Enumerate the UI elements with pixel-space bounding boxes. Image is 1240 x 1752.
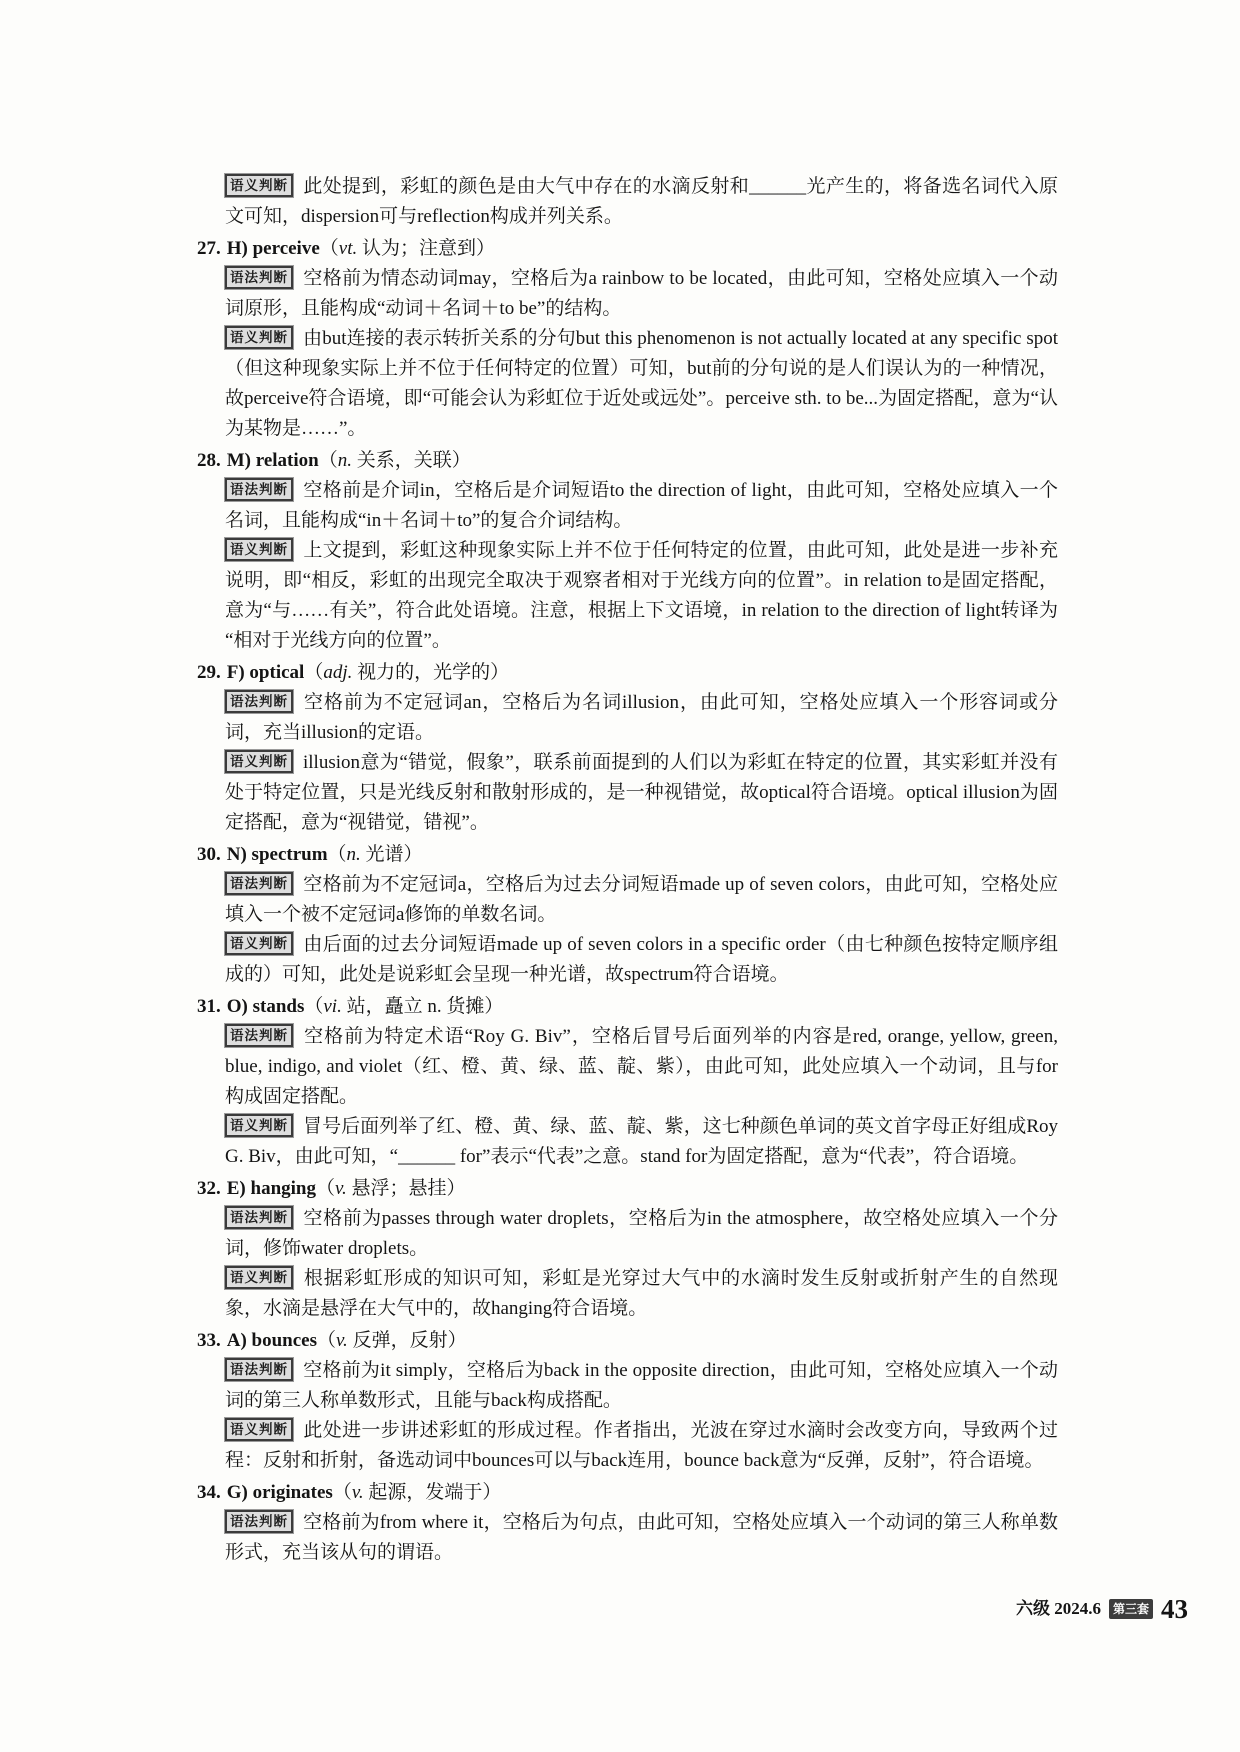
- paragraph-text: 冒号后面列举了红、橙、黄、绿、蓝、靛、紫，这七种颜色单词的英文首字母正好组成Roy G. Biv，由此可知，“______ for”表示“代表”之意。stand for为固定搭配，意为“代表”，符合语境。: [225, 1116, 1058, 1167]
- part-of-speech: v.: [351, 1482, 364, 1503]
- semantic-judgment-paragraph: [225, 930, 1058, 990]
- answer-word: H) perceive: [226, 238, 320, 259]
- item-number: 29.: [197, 662, 221, 683]
- item-number: 31.: [197, 996, 221, 1017]
- paragraph-text: 空格前为from where it，空格后为句点，由此可知，空格处应填入一个动词的第三人称单数形式，充当该从句的谓语。: [225, 1512, 1058, 1563]
- judgment-tag: 语法判断: [225, 1510, 293, 1533]
- paren: （: [327, 844, 347, 865]
- answer-word: M) relation: [226, 450, 319, 471]
- paragraph-text: 空格前为不定冠词a，空格后为过去分词短语made up of seven colors，由此可知，空格处应填入一个被不定冠词a修饰的单数名词。: [225, 874, 1058, 925]
- grammar-judgment-paragraph: [225, 1022, 1058, 1112]
- judgment-tag: 语法判断: [225, 690, 293, 713]
- semantic-judgment-paragraph: [225, 1112, 1058, 1172]
- definition-text: 站，矗立 n. 货摊）: [341, 996, 504, 1017]
- item-header-29: [197, 658, 1058, 688]
- paragraph-text: 空格前是介词in，空格后是介词短语to the direction of light，由此可知，空格处应填入一个名词，且能构成“in＋名词＋to”的复合介词结构。: [225, 480, 1058, 531]
- item-header-33: [197, 1326, 1058, 1356]
- word-definition: [328, 844, 423, 865]
- item-header-34: [197, 1478, 1058, 1508]
- continuation-paragraph: [225, 172, 1058, 232]
- judgment-tag: 语法判断: [225, 1206, 293, 1229]
- word-definition: [317, 1330, 467, 1351]
- semantic-judgment-paragraph: [225, 1264, 1058, 1324]
- grammar-judgment-paragraph: [225, 264, 1058, 324]
- definition-text: 认为；注意到）: [357, 238, 496, 259]
- answer-word: F) optical: [226, 662, 305, 683]
- paren: （: [317, 1330, 337, 1351]
- paragraph-text: 此处进一步讲述彩虹的形成过程。作者指出，光波在穿过水滴时会改变方向，导致两个过程：反射和折射，备选动词中bounces可以与back连用，bounce back意为“反弹，反射”，符合语境。: [225, 1420, 1058, 1471]
- judgment-tag: 语法判断: [225, 478, 293, 501]
- judgment-tag: 语义判断: [225, 1114, 293, 1137]
- paren: （: [319, 238, 339, 259]
- grammar-judgment-paragraph: [225, 476, 1058, 536]
- paragraph-text: 空格前为特定术语“Roy G. Biv”，空格后冒号后面列举的内容是red, orange, yellow, green, blue, indigo, and violet（红、橙、黄、绿、蓝、靛、紫），由此可知，此处应填入一个动词，且与for构成固定搭配。: [225, 1026, 1058, 1107]
- part-of-speech: vi.: [323, 996, 342, 1017]
- paragraph-text: 空格前为不定冠词an，空格后为名词illusion，由此可知，空格处应填入一个形容词或分词，充当illusion的定语。: [225, 692, 1058, 743]
- item-header-28: [197, 446, 1058, 476]
- item-header-32: [197, 1174, 1058, 1204]
- judgment-tag: 语义判断: [225, 932, 293, 955]
- item-header-30: [197, 840, 1058, 870]
- judgment-tag: 语义判断: [225, 1418, 293, 1441]
- definition-text: 光谱）: [360, 844, 423, 865]
- definition-text: 关系，关联）: [352, 450, 471, 471]
- semantic-judgment-paragraph: [225, 1416, 1058, 1476]
- paren: （: [332, 1482, 352, 1503]
- grammar-judgment-paragraph: [225, 870, 1058, 930]
- answer-explanations: [0, 172, 1240, 1568]
- word-definition: [333, 1482, 502, 1503]
- paren: （: [318, 450, 338, 471]
- judgment-tag: 语义判断: [225, 326, 293, 349]
- word-definition: [316, 1178, 466, 1199]
- part-of-speech: n.: [346, 844, 361, 865]
- paragraph-text: 由后面的过去分词短语made up of seven colors in a specific order（由七种颜色按特定顺序组成的）可知，此处是说彩虹会呈现一种光谱，故spectrum符合语境。: [225, 934, 1058, 985]
- part-of-speech: v.: [335, 1178, 347, 1199]
- paragraph-text: 根据彩虹形成的知识可知，彩虹是光穿过大气中的水滴时发生反射或折射产生的自然现象，水滴是悬浮在大气中的，故hanging符合语境。: [225, 1268, 1058, 1319]
- item-header-31: [197, 992, 1058, 1022]
- word-definition: [304, 996, 503, 1017]
- judgment-tag: 语义判断: [225, 1266, 293, 1289]
- paren: （: [304, 996, 324, 1017]
- part-of-speech: adj.: [323, 662, 353, 683]
- item-header-27: [197, 234, 1058, 264]
- semantic-judgment-paragraph: [225, 748, 1058, 838]
- item-number: 32.: [197, 1178, 221, 1199]
- paragraph-text: 此处提到，彩虹的颜色是由大气中存在的水滴反射和______光产生的，将备选名词代入原文可知，dispersion可与reflection构成并列关系。: [225, 176, 1058, 227]
- grammar-judgment-paragraph: [225, 1356, 1058, 1416]
- judgment-tag: 语法判断: [225, 872, 293, 895]
- definition-text: 起源，发端于）: [363, 1482, 502, 1503]
- part-of-speech: vt.: [338, 238, 358, 259]
- judgment-tag: 语义判断: [225, 750, 293, 773]
- paragraph-text: 空格前为it simply，空格后为back in the opposite direction，由此可知，空格处应填入一个动词的第三人称单数形式，且能与back构成搭配。: [225, 1360, 1058, 1411]
- item-number: 27.: [197, 238, 221, 259]
- word-definition: [319, 450, 471, 471]
- paren: （: [304, 662, 324, 683]
- page-footer: [1016, 1596, 1188, 1622]
- word-definition: [304, 662, 509, 683]
- judgment-tag: 语义判断: [225, 174, 293, 197]
- paragraph-text: illusion意为“错觉，假象”，联系前面提到的人们以为彩虹在特定的位置，其实彩虹并没有处于特定位置，只是光线反射和散射形成的，是一种视错觉，故optical符合语境。optical illusion为固定搭配，意为“视错觉，错视”。: [225, 752, 1058, 833]
- paragraph-text: 空格前为passes through water droplets，空格后为in the atmosphere，故空格处应填入一个分词，修饰water droplets。: [225, 1208, 1058, 1259]
- item-number: 33.: [197, 1330, 221, 1351]
- answer-word: O) stands: [226, 996, 305, 1017]
- semantic-judgment-paragraph: [225, 536, 1058, 656]
- definition-text: 反弹，反射）: [347, 1330, 467, 1351]
- judgment-tag: 语义判断: [225, 538, 293, 561]
- judgment-tag: 语法判断: [225, 1024, 293, 1047]
- page-number: 43: [1161, 1594, 1188, 1624]
- word-definition: [320, 238, 495, 259]
- set-label: 第三套: [1109, 1599, 1153, 1619]
- item-number: 30.: [197, 844, 221, 865]
- paragraph-text: 由but连接的表示转折关系的分句but this phenomenon is not actually located at any specific spot（但这种现象实际上并不位于任何特定的位置）可知，but前的分句说的是人们误认为的一种情况，故perceive符合语境，即“可能会认为彩虹位于近处或远处”。perceive sth. to be...为固定搭配，意为“认为某物是……”。: [225, 328, 1058, 439]
- answer-word: E) hanging: [226, 1178, 316, 1199]
- judgment-tag: 语法判断: [225, 1358, 293, 1381]
- grammar-judgment-paragraph: [225, 1204, 1058, 1264]
- judgment-tag: 语法判断: [225, 266, 293, 289]
- definition-text: 悬浮；悬挂）: [346, 1178, 466, 1199]
- semantic-judgment-paragraph: [225, 324, 1058, 444]
- grammar-judgment-paragraph: [225, 688, 1058, 748]
- paragraph-text: 空格前为情态动词may，空格后为a rainbow to be located，由此可知，空格处应填入一个动词原形，且能构成“动词＋名词＋to be”的结构。: [225, 268, 1058, 319]
- exam-label: 六级 2024.6: [1015, 1599, 1101, 1618]
- item-number: 28.: [197, 450, 221, 471]
- part-of-speech: v.: [336, 1330, 348, 1351]
- definition-text: 视力的，光学的）: [352, 662, 510, 683]
- answer-word: G) originates: [226, 1482, 333, 1503]
- answer-word: A) bounces: [226, 1330, 318, 1351]
- item-number: 34.: [197, 1482, 221, 1503]
- answer-word: N) spectrum: [226, 844, 328, 865]
- part-of-speech: n.: [337, 450, 353, 471]
- paragraph-text: 上文提到，彩虹这种现象实际上并不位于任何特定的位置，由此可知，此处是进一步补充说明，即“相反，彩虹的出现完全取决于观察者相对于光线方向的位置”。in relation to是固定搭配，意为“与……有关”，符合此处语境。注意，根据上下文语境，in relation to the direction of light转译为“相对于光线方向的位置”。: [225, 540, 1058, 651]
- grammar-judgment-paragraph: [225, 1508, 1058, 1568]
- paren: （: [315, 1178, 335, 1199]
